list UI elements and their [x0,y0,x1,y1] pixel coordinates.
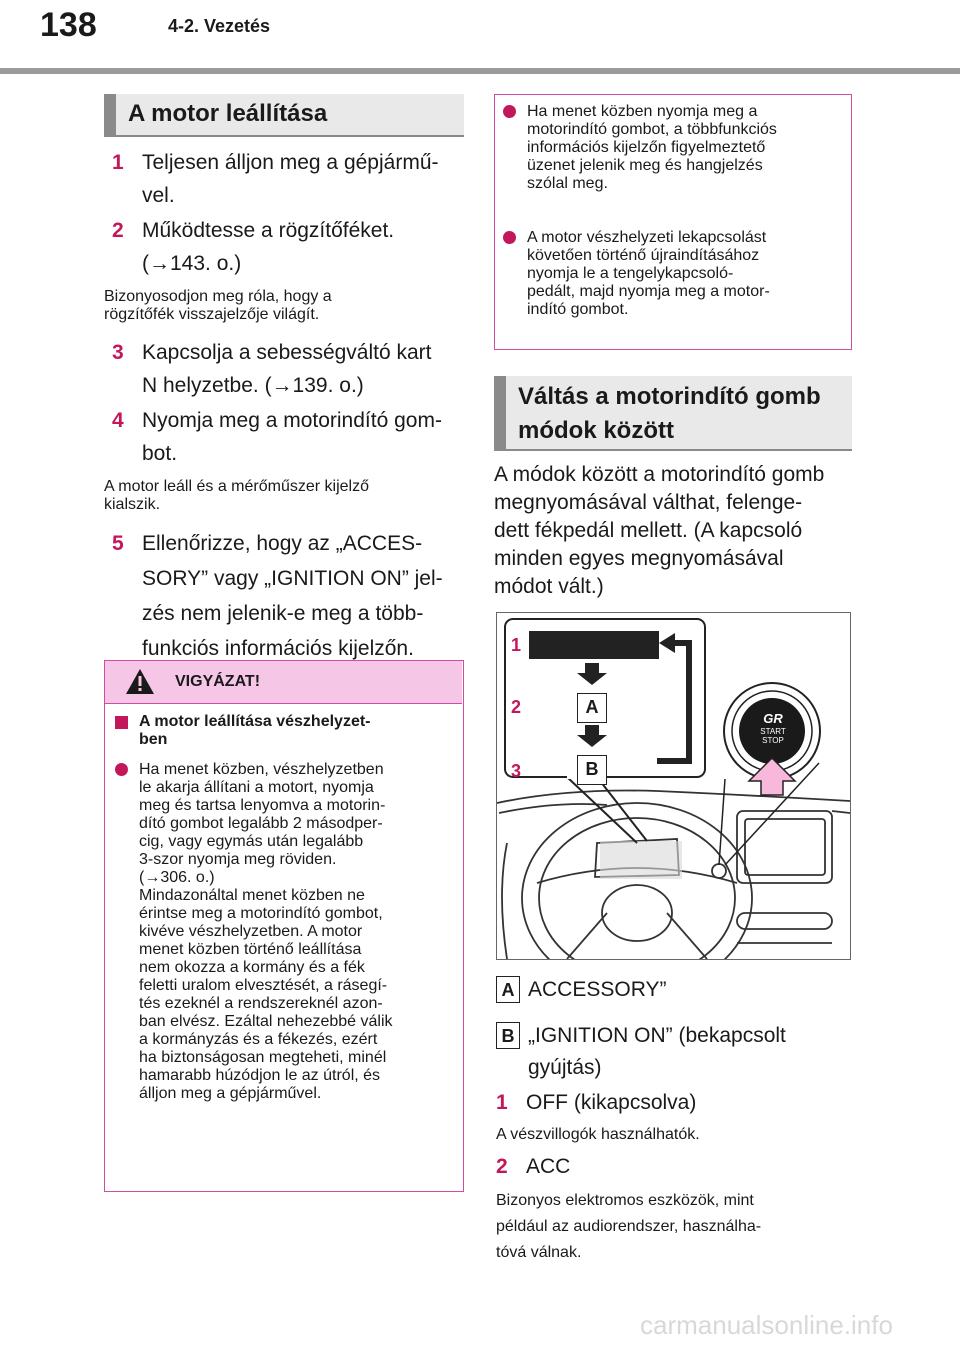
warning-line: nem okozza a kormány és a fék [139,959,365,976]
header-rule [0,68,960,74]
step-text: Ellenőrizze, hogy az „ACCES- [142,532,423,555]
section-title: 4-2. Vezetés [168,16,271,36]
info-line: motorindító gombot, a többfunkciós [527,121,777,138]
info-line: indító gombot. [527,301,629,318]
mode-number: 1 [496,1091,508,1114]
watermark: carmanualsonline.info [640,1310,893,1340]
info-line: követően történő újraindításához [527,247,760,264]
figure-box-a: A [577,693,607,723]
info-bullet-1 [503,103,843,193]
info-line: nyomja le a tengelykapcsoló- [527,265,734,282]
start-label: START [760,727,786,736]
heading-line: Váltás a motorindító gomb [518,383,821,410]
step-number: 5 [112,532,124,555]
warning-line: érintse meg a motorindító gombot, [139,905,383,922]
info-line: üzenet jelenik meg és hangjelzés [527,157,763,174]
warning-bullet [115,761,455,1103]
stop-label: STOP [762,736,784,745]
warning-box [104,660,464,1192]
figure-number-3: 3 [511,761,522,781]
info-line: A motor vészhelyzeti lekapcsolást [527,229,767,246]
warning-header [105,661,462,704]
subheading-line: ben [139,731,168,748]
warning-line: Ha menet közben, vészhelyzetben [139,761,384,778]
paragraph-line: minden egyes megnyomásával [494,547,784,570]
section-heading-stop-engine: A motor leállítása [104,94,464,137]
warning-line: ha biztonságosan megteheti, minél [139,1049,387,1066]
step-text: bot. [142,442,178,465]
step-number: 4 [112,409,124,432]
figure-number-2: 2 [511,697,522,717]
info-line: Ha menet közben nyomja meg a [527,103,758,120]
paragraph-line: módot vált.) [494,575,604,598]
step-text: Nyomja meg a motorindító gom- [142,409,442,432]
figure-number-1: 1 [511,635,522,655]
warning-line: dító gombot legalább 2 másodper- [139,815,383,832]
info-line: pedált, majd nyomja meg a motor- [527,283,770,300]
warning-line: a kormányzás és a fékezés, ezért [139,1031,378,1048]
info-box [494,94,852,350]
info-bullet-2 [503,229,843,319]
mode-text: ACC [526,1155,571,1178]
intro-paragraph [494,461,854,601]
step-5 [112,526,472,666]
round-bullet-icon [503,231,516,244]
warning-line: meg és tartsa lenyomva a motorin- [139,797,386,814]
step-3 [112,336,472,402]
start-button-logo: GR [763,711,783,726]
step-text: SORY” vagy „IGNITION ON” jel- [142,567,443,590]
note-line: A motor leáll és a mérőműszer kijelző [104,478,369,495]
round-bullet-icon [115,763,128,776]
dashboard-illustration [497,613,850,959]
warning-triangle-icon [125,668,155,695]
mode-item-2 [496,1150,856,1183]
subheading-line: A motor leállítása vészhelyzet- [139,713,371,730]
warning-line: Mindazonáltal menet közben ne [139,887,365,904]
heading-line: módok között [518,417,674,444]
step-text: vel. [142,184,175,207]
note-off: A vészvillogók használhatók. [496,1126,700,1143]
figure-box-b: B [577,755,607,785]
warning-line: cig, vagy egymás után legalább [139,833,364,850]
note-line: rögzítőfék visszajelzője világít. [104,306,320,323]
warning-line: le akarja állítani a motort, nyomja [139,779,374,796]
step-number: 3 [112,341,124,364]
note-line: kialszik. [104,496,161,513]
step-text: zés nem jelenik-e meg a több- [142,602,424,625]
mode-text: OFF (kikapcsolva) [526,1091,697,1114]
section-heading-switch-modes [494,376,852,451]
mode-switch-figure [496,612,851,960]
paragraph-line: A módok között a motorindító gomb [494,463,825,486]
warning-line: 3-szor nyomja meg röviden. [139,851,337,868]
step-reference-link[interactable]: (→143. o.) [142,252,242,275]
warning-line: ban elvész. Ezáltal nehezebbé válik [139,1013,393,1030]
round-bullet-icon [503,105,516,118]
legend-text-b [528,1020,786,1084]
step-text: Kapcsolja a sebességváltó kart [142,341,432,364]
step-2 [112,214,472,280]
paragraph-line: megnyomásával válthat, felenge- [494,491,803,514]
warning-title: VIGYÁZAT! [175,673,261,690]
warning-line: tés ezeknél a rendszereknél azon- [139,995,383,1012]
legend-box-a: A [496,976,520,1003]
warning-line: feletti uralom elvesztését, a rásegí- [139,977,388,994]
legend-text-a: ACCESSORY” [528,978,667,1001]
warning-subheading [115,713,455,749]
legend-box-b: B [496,1022,520,1049]
legend-line: gyújtás) [528,1056,602,1079]
square-bullet-icon [115,716,128,729]
step-1 [112,146,472,212]
mode-item-1 [496,1086,856,1119]
info-line: szólal meg. [527,175,608,192]
note-line: tóvá válnak. [496,1244,582,1261]
note-line: Bizonyosodjon meg róla, hogy a [104,288,332,305]
step-number: 2 [112,219,124,242]
note-engine-stops [104,478,464,514]
start-button-label [752,727,794,745]
note-acc [496,1188,856,1266]
step-text: funkciós információs kijelzőn. [142,637,414,660]
warning-reference-link[interactable]: (→306. o.) [139,869,215,886]
step-text: Működtesse a rögzítőféket. [142,219,395,242]
paragraph-line: dett fékpedál mellett. (A kapcsoló [494,519,803,542]
warning-line: hamarabb húzódjon le az útról, és [139,1067,381,1084]
warning-line: menet közben történő leállítása [139,941,362,958]
step-text: N helyzetbe. (→139. o.) [142,374,364,397]
note-line: Bizonyos elektromos eszközök, mint [496,1192,754,1209]
step-number: 1 [112,151,124,174]
note-line: például az audiorendszer, használha- [496,1218,762,1235]
page-number: 138 [40,6,97,44]
warning-line: kivéve vészhelyzetben. A motor [139,923,363,940]
step-4 [112,404,472,470]
step-text: Teljesen álljon meg a gépjármű- [142,151,439,174]
note-parking-brake [104,288,464,324]
warning-line: álljon meg a gépjárművel. [139,1085,322,1102]
info-line: információs kijelzőn figyelmeztető [527,139,766,156]
mode-number: 2 [496,1155,508,1178]
legend-line: „IGNITION ON” (bekapcsolt [528,1024,786,1047]
